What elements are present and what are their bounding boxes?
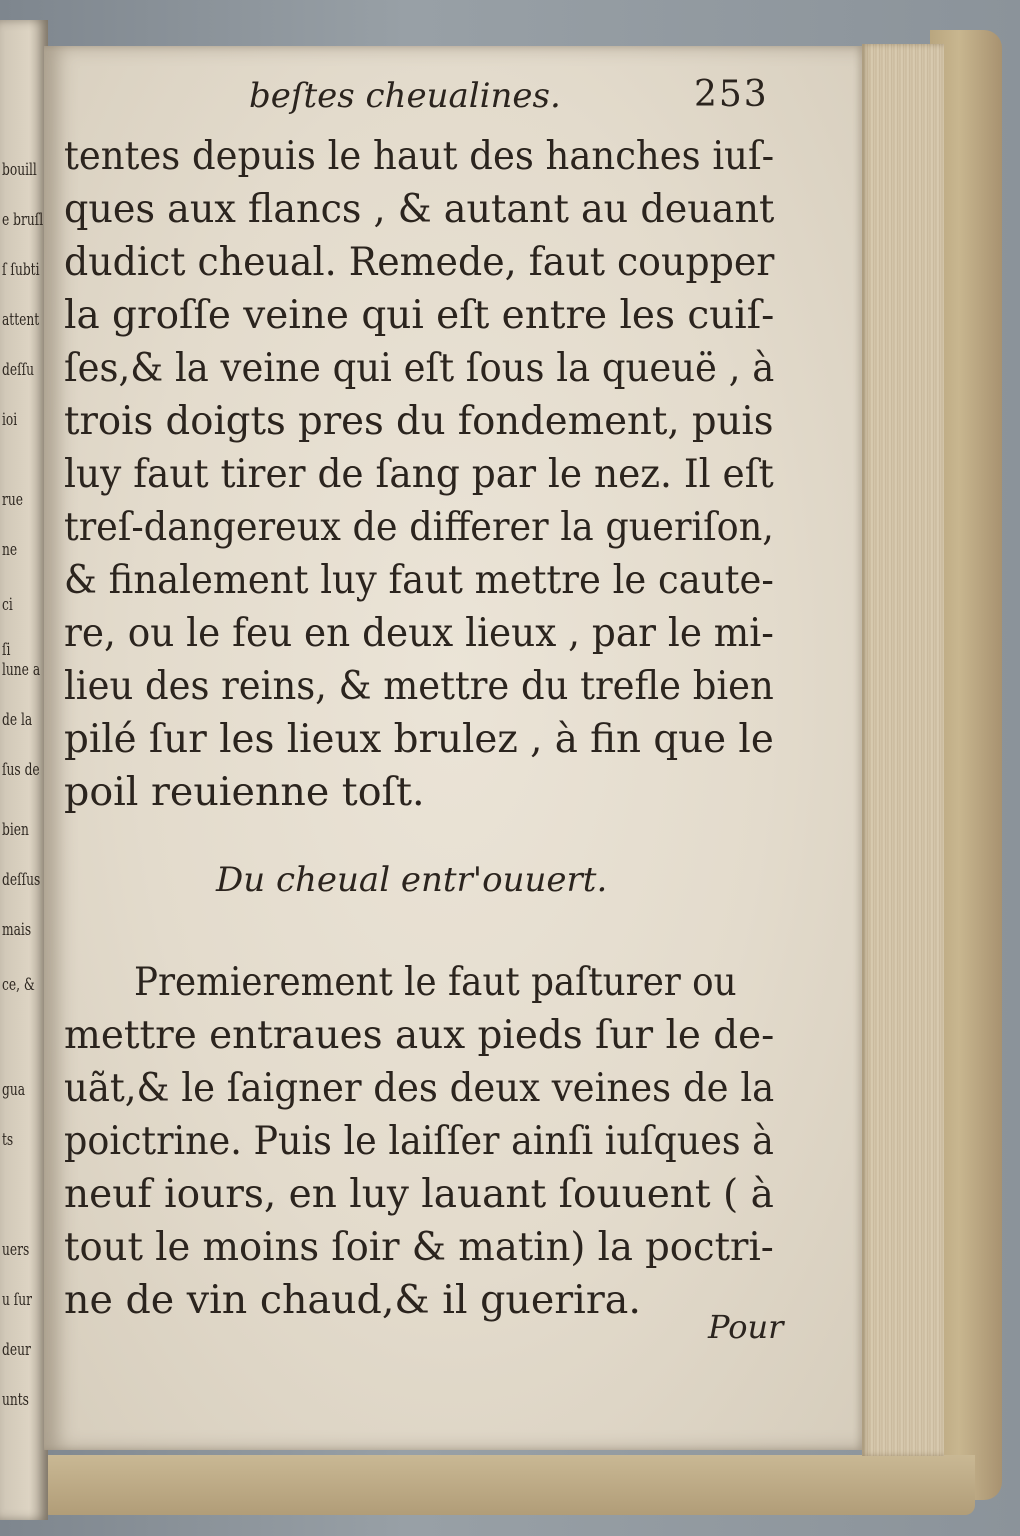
left-page-line: ſi (2, 640, 11, 660)
left-page-line: ſus de (2, 760, 40, 780)
left-page-line: ts (2, 1130, 14, 1150)
left-page-line: bouill (2, 160, 37, 180)
text-line: poictrine. Puis le laiſſer ainſi iuſques à (64, 1119, 774, 1164)
left-page-line: de la (2, 710, 33, 730)
left-page-line: u ſur (2, 1290, 33, 1310)
left-page-line: uers (2, 1240, 30, 1260)
left-page-line: mais (2, 920, 32, 940)
section-heading: Du cheual entr'ouuert. (216, 860, 608, 900)
left-page-line: e bruſl (2, 210, 44, 230)
page-text (44, 46, 862, 1450)
left-page-line: deur (2, 1340, 31, 1360)
left-page-line: gua (2, 1080, 26, 1100)
left-page-line: unts (2, 1390, 29, 1410)
text-line: mettre entraues aux pieds ſur le de- (64, 1013, 775, 1058)
page-edges (862, 44, 944, 1456)
text-line: trois doigts pres du fondement, puis (64, 399, 774, 444)
text-line: poil reuienne toſt. (64, 770, 425, 815)
text-line: dudict cheual. Remede, faut coupper (64, 240, 775, 285)
page-number: 253 (694, 74, 769, 115)
text-line: neuf iours, en luy lauant ſouuent ( à (64, 1172, 774, 1217)
text-line: ne de vin chaud,& il guerira. (64, 1278, 641, 1323)
left-page-line: ioi (2, 410, 18, 430)
text-line: treſ-dangereux de differer la gueriſon, (64, 505, 774, 550)
text-line: Premierement le faut paſturer ou (134, 960, 737, 1005)
text-line: ques aux flancs , & autant au deuant (64, 187, 775, 232)
left-page-line: ſ ſubti (2, 260, 40, 280)
catchword: Pour (708, 1308, 784, 1346)
text-line: pilé ſur les lieux brulez , à fin que le (64, 717, 774, 762)
left-page-line: attent (2, 310, 40, 330)
text-line: & finalement luy faut mettre le caute- (64, 558, 774, 603)
book-cover-bottom (40, 1455, 975, 1515)
left-page-line: rue (2, 490, 23, 510)
left-page-line: deſſus (2, 870, 41, 890)
left-page-fragment (0, 20, 48, 1520)
book-page (44, 46, 862, 1450)
text-line: uãt,& le ſaigner des deux veines de la (64, 1066, 775, 1111)
text-line: lieu des reins, & mettre du trefle bien (64, 664, 774, 709)
left-page-line: bien (2, 820, 29, 840)
left-page-line: lune a (2, 660, 41, 680)
running-head: beſtes cheualines. (249, 76, 561, 116)
text-line: luy faut tirer de ſang par le nez. Il eſt (64, 452, 774, 497)
left-page-line: deſſu (2, 360, 35, 380)
left-page-line: ci (2, 595, 13, 615)
left-page-line: ce, & (2, 975, 35, 995)
text-line: tentes depuis le haut des hanches iuſ- (64, 134, 775, 179)
text-line: la groſſe veine qui eſt entre les cuiſ- (64, 293, 775, 338)
left-page-line: ne (2, 540, 18, 560)
text-line: tout le moins ſoir & matin) la poctri- (64, 1225, 774, 1270)
text-line: re, ou le feu en deux lieux , par le mi- (64, 611, 774, 656)
text-line: ſes,& la veine qui eſt ſous la queuë , à (64, 346, 775, 391)
